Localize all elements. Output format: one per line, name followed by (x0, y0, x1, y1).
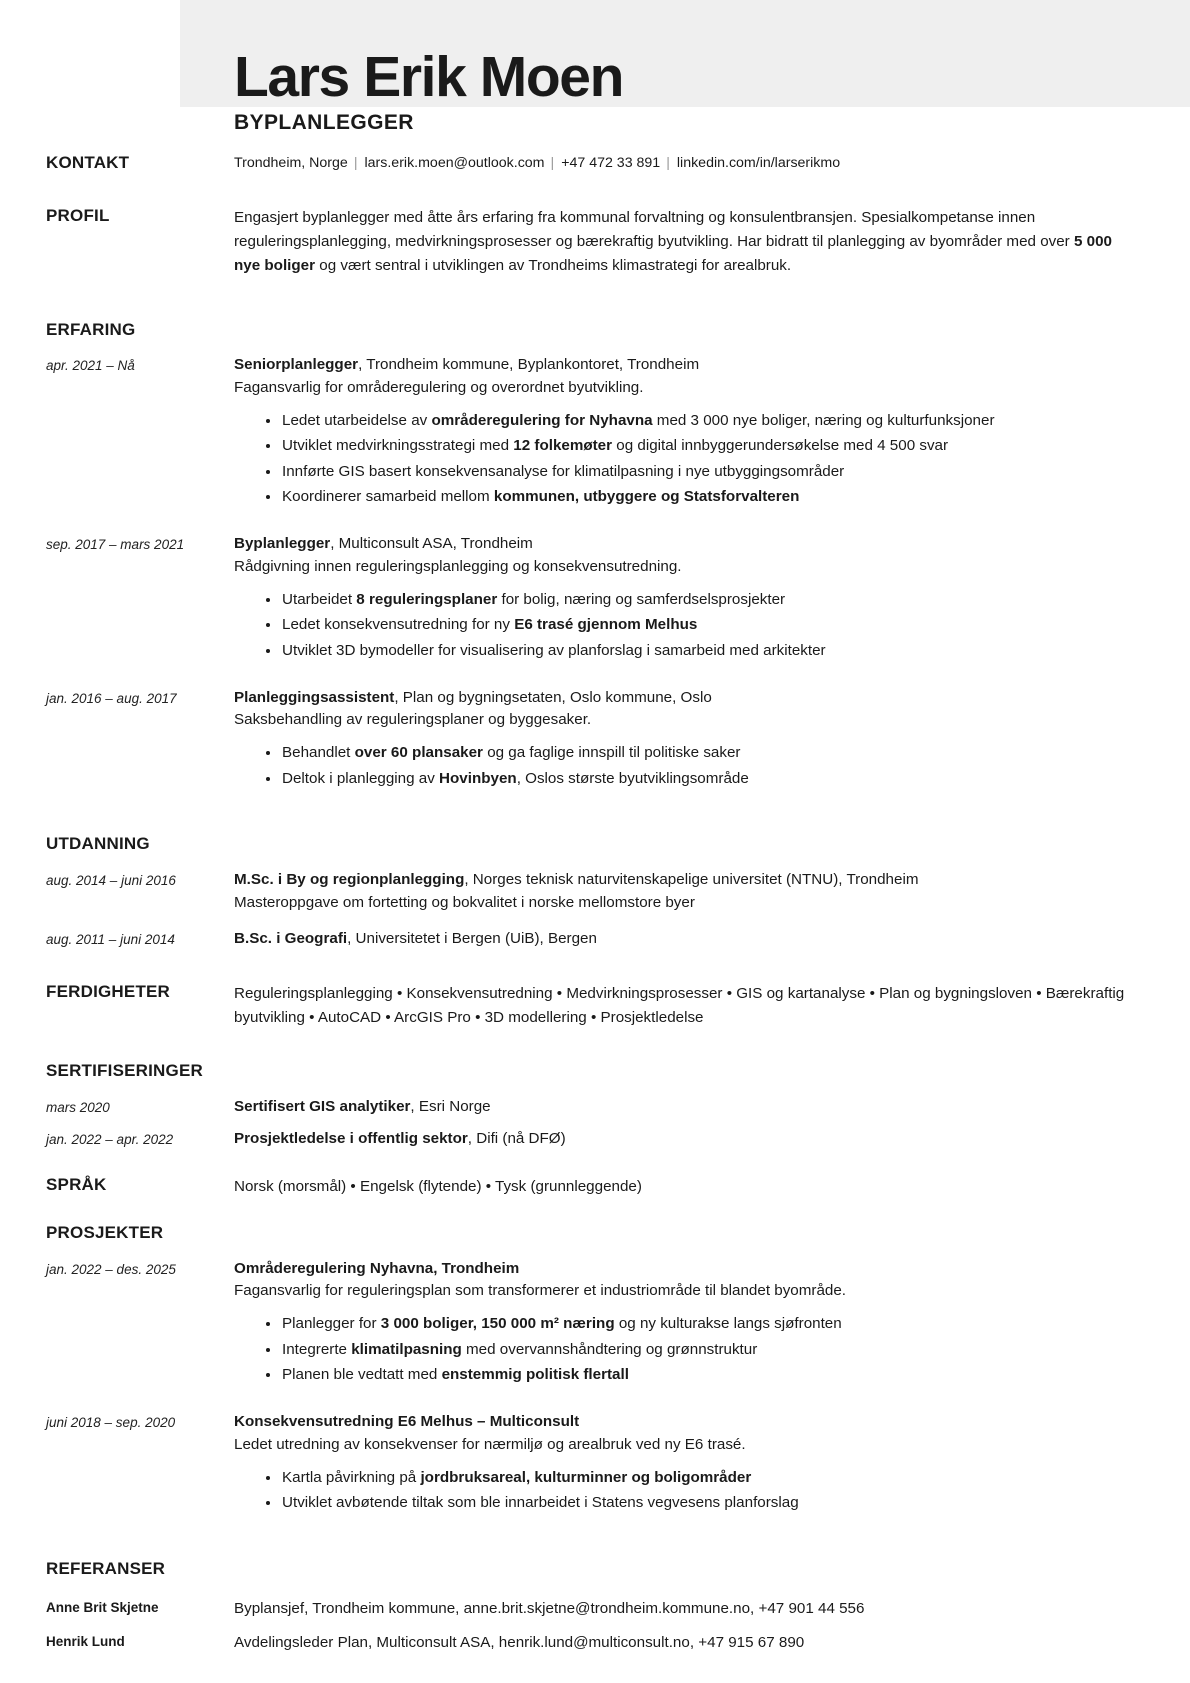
reference-detail-wrap (234, 1631, 1142, 1655)
bullet-text: Behandlet (282, 744, 355, 762)
contact-separator-icon: | (353, 155, 358, 172)
contact-section-label-wrap (46, 153, 234, 173)
contact-linkedin[interactable]: linkedin.com/in/larserikmo (676, 155, 841, 172)
languages-section-label-wrap (46, 1175, 234, 1195)
entry-body (234, 928, 1142, 951)
entry-subtitle: Fagansvarlig for reguleringsplan som transformerer et industriområde til blandet byområde. (234, 1282, 847, 1300)
entry-title-rest: , Universitetet i Bergen (UiB), Bergen (347, 930, 597, 948)
entry-subtitle: Ledet utredning av konsekvenser for nærmiljø og arealbruk ved ny E6 trasé. (234, 1435, 746, 1453)
bullet-item (264, 434, 1142, 459)
entry-title-rest: , Difi (nå DFØ) (467, 1130, 566, 1148)
bullet-text: Utviklet 3D bymodeller for visualisering av planforslag i samarbeid med arkitekter (282, 641, 826, 659)
entry-title (234, 1411, 1142, 1434)
entry-subtitle: Fagansvarlig for områderegulering og overordnet byutvikling. (234, 378, 644, 396)
bullet-text: Ledet konsekvensutredning for ny (282, 616, 515, 634)
entry-subtitle: Rådgivning innen reguleringsplanlegging og konsekvensutredning. (234, 557, 682, 575)
certifications-section-label-wrap (46, 1061, 234, 1081)
bullet-item (264, 1338, 1142, 1363)
experience-entry (46, 533, 1142, 664)
entry-body (234, 533, 1142, 664)
bullet-item (264, 1312, 1142, 1337)
entry-date-range: sep. 2017 – mars 2021 (46, 537, 185, 553)
bullet-text: Utviklet medvirkningsstrategi med (282, 437, 514, 455)
bullet-highlight: Hovinbyen (439, 769, 517, 787)
references-section-heading-row (46, 1559, 1142, 1579)
reference-detail: Byplansjef, Trondheim kommune, anne.brit.skjetne@trondheim.kommune.no, +47 901 44 556 (234, 1600, 865, 1618)
entry-subtitle: Masteroppgave om fortetting og bokvalitet i norske mellomstore byer (234, 893, 695, 911)
bullet-item (264, 460, 1142, 485)
experience-section-label-wrap (46, 320, 234, 340)
entry-body (234, 354, 1142, 511)
entry-title (234, 533, 1142, 556)
entry-date-wrap (46, 928, 234, 950)
entry-date-range: apr. 2021 – Nå (46, 358, 135, 373)
experience-entry (46, 354, 1142, 511)
entry-date-wrap (46, 354, 234, 376)
entry-title-rest: , Esri Norge (410, 1097, 491, 1115)
contact-email[interactable]: lars.erik.moen@outlook.com (364, 155, 545, 172)
bullet-list (234, 588, 1142, 664)
profile-body (234, 206, 1142, 278)
education-section-label-wrap (46, 834, 234, 854)
certification-entry (46, 1096, 1142, 1119)
resume-header (46, 0, 1142, 135)
bullet-item (264, 1491, 1142, 1516)
entry-title-main: B.Sc. i Geografi (234, 930, 348, 948)
profile-text (234, 206, 1142, 278)
entry-title-main: Sertifisert GIS analytiker (234, 1097, 411, 1115)
skills-section-label-wrap (46, 982, 234, 1002)
contact-section (46, 153, 1142, 174)
bullet-text: og digital innbyggerundersøkelse med 4 500 svar (612, 437, 949, 455)
project-entry (46, 1258, 1142, 1389)
entry-title (234, 687, 1142, 710)
contact-phone[interactable]: +47 472 33 891 (561, 155, 661, 172)
reference-detail: Avdelingsleder Plan, Multiconsult ASA, henrik.lund@multiconsult.no, +47 915 67 890 (234, 1634, 805, 1652)
bullet-text: og ga faglige innspill til politiske saker (482, 744, 741, 762)
languages-text: Norsk (morsmål) • Engelsk (flytende) • Tysk (grunnleggende) (234, 1178, 642, 1196)
projects-section-heading-row (46, 1223, 1142, 1243)
entry-body (234, 869, 1142, 915)
entry-body (234, 687, 1142, 793)
bullet-text: Integrerte (282, 1340, 352, 1358)
bullet-text: Planen ble vedtatt med (282, 1366, 442, 1384)
skills-body (234, 982, 1142, 1030)
bullet-item (264, 1466, 1142, 1491)
bullet-list (234, 1312, 1142, 1388)
bullet-item (264, 767, 1142, 792)
project-entries (46, 1258, 1142, 1517)
bullet-item (264, 741, 1142, 766)
entry-title-rest: , Plan og bygningsetaten, Oslo kommune, Oslo (394, 688, 712, 706)
reference-entries (46, 1597, 1142, 1655)
entry-title (234, 1258, 1142, 1281)
bullet-text: for bolig, næring og samferdselsprosjekter (497, 590, 786, 608)
bullet-highlight: over 60 plansaker (354, 744, 483, 762)
entry-date-wrap (46, 1258, 234, 1280)
entry-date-range: aug. 2014 – juni 2016 (46, 872, 176, 888)
bullet-highlight: 3 000 boliger, 150 000 m² næring (380, 1315, 615, 1333)
entry-body (234, 1096, 1142, 1119)
project-entry (46, 1411, 1142, 1517)
contact-separator-icon: | (666, 155, 670, 172)
entry-body (234, 1128, 1142, 1151)
bullet-text: Ledet utarbeidelse av (282, 411, 432, 429)
entry-title-main: Prosjektledelse i offentlig sektor (234, 1130, 468, 1148)
entry-title-main: Seniorplanlegger (234, 356, 359, 373)
bullet-item (264, 485, 1142, 510)
section-heading-utdanning: UTDANNING (46, 834, 150, 854)
entry-title-main: M.Sc. i By og regionplanlegging (234, 870, 465, 888)
profile-text-highlight: 5 000 nye boliger (234, 232, 1112, 274)
section-heading-kontakt: KONTAKT (46, 153, 130, 173)
reference-name: Henrik Lund (46, 1634, 125, 1650)
section-heading-erfaring: ERFARING (46, 319, 136, 339)
bullet-highlight: 12 folkemøter (513, 437, 613, 455)
entry-title-rest: , Trondheim kommune, Byplankontoret, Trondheim (358, 356, 700, 373)
bullet-text: med overvannshåndtering og grønnstruktur (461, 1340, 758, 1358)
entry-title (234, 354, 1142, 377)
education-entry (46, 869, 1142, 915)
bullet-item (264, 613, 1142, 638)
contact-line (234, 153, 1142, 174)
bullet-highlight: jordbruksareal, kulturminner og boligområder (420, 1468, 752, 1486)
entry-date-range: juni 2018 – sep. 2020 (46, 1415, 176, 1431)
section-heading-prosjekter: PROSJEKTER (46, 1223, 164, 1243)
bullet-item (264, 588, 1142, 613)
bullet-text: og ny kulturakse langs sjøfronten (614, 1315, 842, 1333)
bullet-highlight: kommunen, utbyggere og Statsforvalteren (493, 488, 800, 506)
entry-date-wrap (46, 1096, 234, 1118)
bullet-text: Utviklet avbøtende tiltak som ble innarbeidet i Statens vegvesens planforslag (282, 1494, 799, 1512)
entry-title-main: Konsekvensutredning E6 Melhus – Multiconsult (234, 1413, 580, 1431)
entry-title-rest: , Multiconsult ASA, Trondheim (330, 535, 533, 553)
entry-title-rest: , Norges teknisk naturvitenskapelige universitet (NTNU), Trondheim (464, 870, 919, 888)
bullet-text: Innførte GIS basert konsekvensanalyse for klimatilpasning i nye utbyggingsområder (282, 462, 845, 480)
entry-title-main: Byplanlegger (234, 535, 331, 553)
languages-body (234, 1175, 1142, 1199)
entry-date-range: jan. 2022 – apr. 2022 (46, 1132, 174, 1148)
bullet-text: , Oslos største byutviklingsområde (516, 769, 749, 787)
references-section-label-wrap (46, 1559, 234, 1579)
bullet-highlight: 8 reguleringsplaner (356, 590, 498, 608)
entry-title-main: Områderegulering Nyhavna, Trondheim (234, 1259, 520, 1277)
page-title: Lars Erik Moen (234, 45, 624, 109)
bullet-list (234, 409, 1142, 511)
certifications-section-heading-row (46, 1061, 1142, 1081)
bullet-text: Utarbeidet (282, 590, 357, 608)
entry-body (234, 1411, 1142, 1517)
bullet-item (264, 1363, 1142, 1388)
certification-entries (46, 1096, 1142, 1152)
entry-date-range: jan. 2022 – des. 2025 (46, 1261, 176, 1277)
reference-name-wrap (46, 1597, 234, 1615)
reference-name: Anne Brit Skjetne (46, 1600, 159, 1616)
bullet-text: Planlegger for (282, 1315, 381, 1333)
profile-section-label-wrap (46, 206, 234, 226)
entry-subtitle: Saksbehandling av reguleringsplaner og byggesaker. (234, 711, 592, 729)
job-title: BYPLANLEGGER (234, 111, 414, 135)
bullet-highlight: enstemmig politisk flertall (441, 1366, 629, 1384)
profile-text-part1: Engasjert byplanlegger med åtte års erfaring fra kommunal forvaltning og konsulentbransjen. Spesialkompetanse innen reguleringsplanlegging, medvirkningsprosesser og bærekraftig byutvikling. Har bidratt til planlegging av byområder med over (234, 208, 1074, 250)
bullet-list (234, 741, 1142, 791)
section-heading-sprak: SPRÅK (46, 1175, 107, 1195)
reference-row (46, 1631, 1142, 1655)
section-heading-sertifiseringer: SERTIFISERINGER (46, 1061, 203, 1081)
profile-text-part2: og vært sentral i utviklingen av Trondheims klimastrategi for arealbruk. (315, 256, 792, 274)
bullet-highlight: klimatilpasning (351, 1340, 462, 1358)
reference-name-wrap (46, 1631, 234, 1649)
contact-separator-icon: | (550, 155, 555, 172)
entry-title (234, 1096, 1142, 1119)
languages-section (46, 1175, 1142, 1199)
bullet-item (264, 639, 1142, 664)
experience-entries (46, 354, 1142, 792)
entry-title-main: Planleggingsassistent (234, 688, 395, 706)
section-heading-profil: PROFIL (46, 205, 110, 225)
entry-date-wrap (46, 1128, 234, 1150)
certification-entry (46, 1128, 1142, 1151)
section-heading-referanser: REFERANSER (46, 1558, 166, 1578)
projects-section-label-wrap (46, 1223, 234, 1243)
bullet-text: Kartla påvirkning på (282, 1468, 421, 1486)
experience-section-heading-row (46, 320, 1142, 340)
contact-location: Trondheim, Norge (234, 155, 348, 172)
entry-date-wrap (46, 1411, 234, 1433)
skills-section (46, 982, 1142, 1030)
skills-text: Reguleringsplanlegging • Konsekvensutredning • Medvirkningsprosesser • GIS og kartanalyse • Plan og bygningsloven • Bærekraftig byutvikling • AutoCAD • ArcGIS Pro • 3D modellering • Prosjektledelse (234, 985, 1125, 1027)
education-entries (46, 869, 1142, 951)
entry-date-wrap (46, 533, 234, 555)
entry-date-range: mars 2020 (46, 1099, 110, 1115)
entry-date-wrap (46, 869, 234, 891)
section-heading-ferdigheter: FERDIGHETER (46, 982, 171, 1002)
entry-date-range: aug. 2011 – juni 2014 (46, 932, 175, 948)
entry-title (234, 1128, 1142, 1151)
bullet-text: Koordinerer samarbeid mellom (282, 488, 494, 506)
entry-date-range: jan. 2016 – aug. 2017 (46, 690, 177, 706)
bullet-list (234, 1466, 1142, 1516)
reference-detail-wrap (234, 1597, 1142, 1621)
bullet-text: med 3 000 nye boliger, næring og kulturfunksjoner (652, 411, 995, 429)
bullet-item (264, 409, 1142, 434)
entry-title (234, 928, 1142, 951)
bullet-highlight: E6 trasé gjennom Melhus (514, 616, 698, 634)
bullet-text: Deltok i planlegging av (282, 769, 440, 787)
entry-date-wrap (46, 687, 234, 709)
education-section-heading-row (46, 834, 1142, 854)
reference-row (46, 1597, 1142, 1621)
experience-entry (46, 687, 1142, 793)
education-entry (46, 928, 1142, 951)
entry-body (234, 1258, 1142, 1389)
entry-title (234, 869, 1142, 892)
profile-section (46, 206, 1142, 278)
bullet-highlight: områderegulering for Nyhavna (431, 411, 653, 429)
contact-details (234, 153, 1142, 174)
